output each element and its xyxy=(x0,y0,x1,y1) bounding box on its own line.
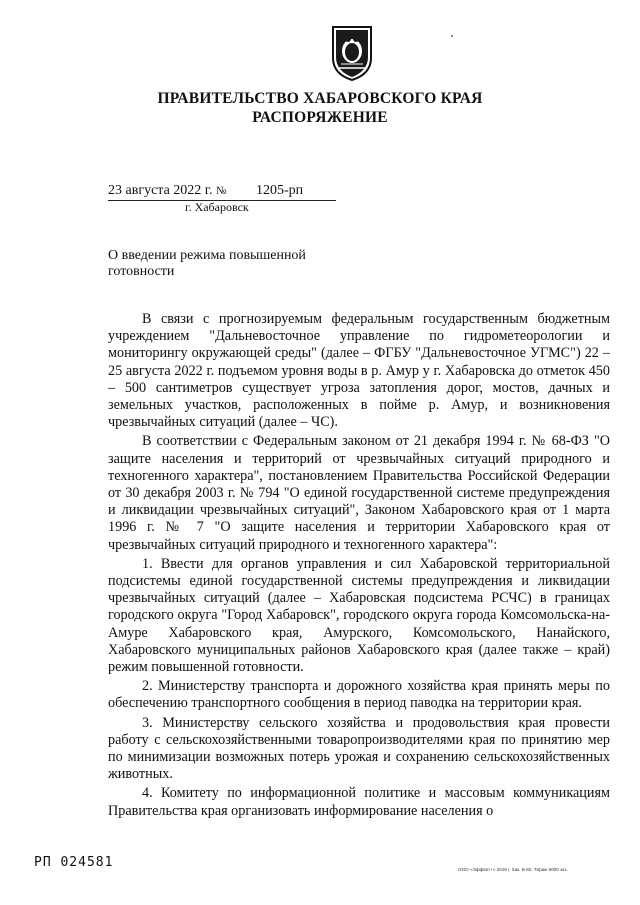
document-date: 23 августа 2022 г. xyxy=(108,183,213,198)
scan-speck xyxy=(451,35,453,37)
paragraph: 3. Министерству сельского хозяйства и продовольствия края провести работу с сельскохозяйственными товаропроизводителями края по принятию мер по минимизации возможных потерь урожая и сохранению сельскохозяйственных животных. xyxy=(108,714,610,783)
document-number: 1205-рп xyxy=(256,183,304,198)
paragraph: В связи с прогнозируемым федеральным государственным бюджетным учреждением "Дальневосточное управление по гидрометеорологии и мониторингу окружающей среды" (далее – ФГБУ "Дальневосточное УГМС") 22 – 25 августа 2022 г. подъемом уровня воды в р. Амур у г. Хабаровска до отметок 450 – 500 сантиметров существует угроза затопления дорог, мостов, дачных и земельных участков, расположенных в пойме р. Амур, и возникновения чрезвычайных ситуаций (далее – ЧС). xyxy=(108,311,610,431)
paragraph: 2. Министерству транспорта и дорожного хозяйства края принять меры по обеспечению транспортного сообщения в период паводка на территории края. xyxy=(108,678,610,712)
paragraph: 4. Комитету по информационной политике и массовым коммуникациям Правительства края организовать информирование населения о xyxy=(108,785,610,819)
city: г. Хабаровск xyxy=(185,200,249,214)
document-body xyxy=(108,311,610,822)
form-serial-number: РП 024581 xyxy=(34,855,114,870)
paragraph: 1. Ввести для органов управления и сил Хабаровской территориальной подсистемы единой государственной системы предупреждения и ликвидации чрезвычайных ситуаций (далее – Хабаровская подсистема РСЧС) в границах городского округа "Город Хабаровск", городского округа города Комсомольска-на-Амуре Хабаровского края, Амурского, Комсомольского, Нанайского, Хабаровского муниципальных районов Хабаровского края (далее также – край) режим повышенной готовности. xyxy=(108,555,610,676)
paragraph: В соответствии с Федеральным законом от 21 декабря 1994 г. № 68-ФЗ "О защите населения и территорий от чрезвычайных ситуаций природного и техногенного характера", постановлением Правительства Российской Федерации от 30 декабря 2003 г. № 794 "О единой государственной системе предупреждения и ликвидации чрезвычайных ситуаций", Законом Хабаровского края от 1 марта 1996 г. № 7 "О защите населения и территории Хабаровского края от чрезвычайных ситуаций природного и техногенного характера": xyxy=(108,433,610,553)
government-title: ПРАВИТЕЛЬСТВО ХАБАРОВСКОГО КРАЯ xyxy=(157,90,483,107)
number-sign: № xyxy=(216,185,227,197)
document-type: РАСПОРЯЖЕНИЕ xyxy=(252,109,388,126)
printer-imprint: ООО «Эффект+» 2019 г. Зак. Б-82. Тираж 6000 экз. xyxy=(458,867,568,872)
document-subject: О введении режима повышенной готовности xyxy=(108,248,306,279)
coat-of-arms-icon xyxy=(330,24,374,82)
